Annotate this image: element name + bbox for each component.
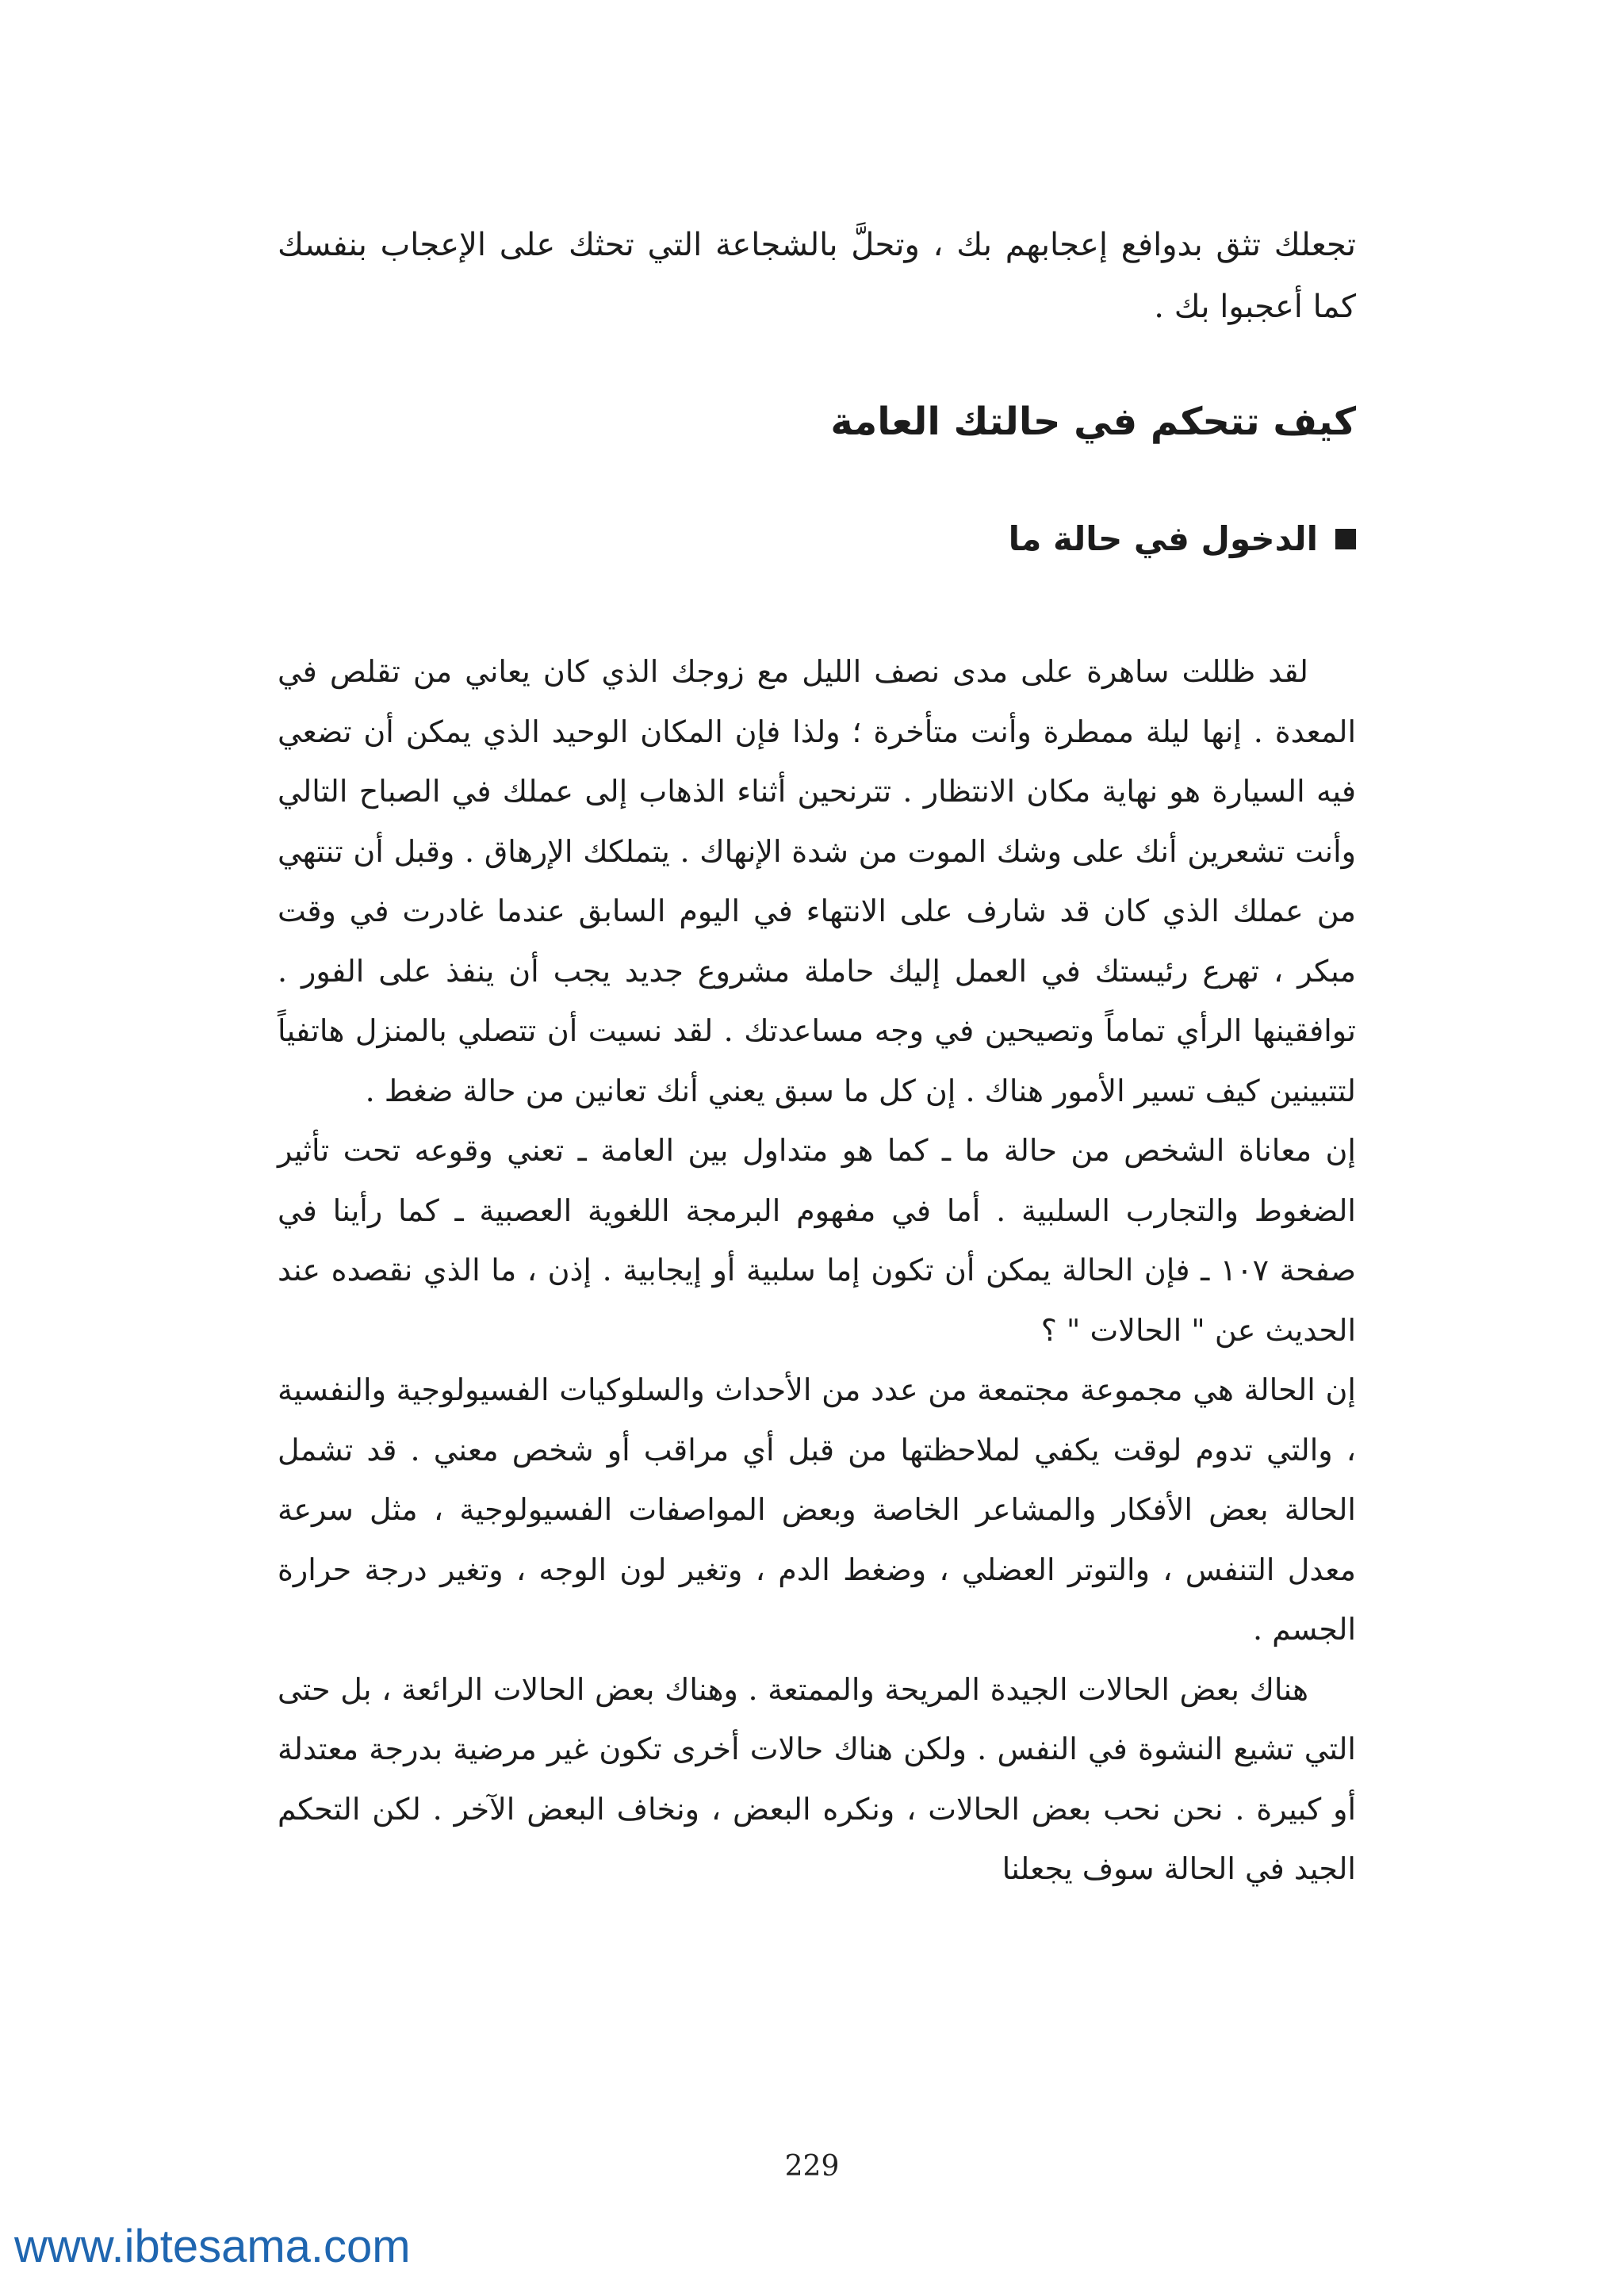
paragraph: هناك بعض الحالات الجيدة المريحة والممتعة . وهناك بعض الحالات الرائعة ، بل حتى التي تشيع النشوة في النفس . ولكن هناك حالات أخرى تكون غير مرضية بدرجة معتدلة أو كبيرة . نحن نحب بعض الحالات ، ونكره البعض ، ونخاف البعض الآخر . لكن التحكم الجيد في الحالة سوف يجعلنا (278, 1671, 1356, 1886)
intro-paragraph: تجعلك تثق بدوافع إعجابهم بك ، وتحلَّ بالشجاعة التي تحثك على الإعجاب بنفسك كما أعجبوا بك . (278, 227, 1356, 325)
paragraph: إن الحالة هي مجموعة مجتمعة من عدد من الأحداث والسلوكيات الفسيولوجية والنفسية ، والتي تدوم لوقت يكفي لملاحظتها من قبل أي مراقب أو شخص معني . قد تشمل الحالة بعض الأفكار والمشاعر الخاصة وبعض المواصفات الفسيولوجية ، مثل سرعة معدل التنفس ، والتوتر العضلي ، وضغط الدم ، وتغير لون الوجه ، وتغير درجة حرارة الجسم . (278, 1372, 1356, 1647)
subsection-heading (1009, 507, 1356, 571)
subsection-heading-text: الدخول في حالة ما (1008, 519, 1318, 558)
body-text (278, 642, 1356, 1900)
section-heading: كيف تتحكم في حالتك العامة (830, 400, 1356, 444)
watermark-link[interactable]: www.ibtesama.com (14, 2221, 411, 2272)
paragraph: لقد ظللت ساهرة على مدى نصف الليل مع زوجك الذي كان يعاني من تقلص في المعدة . إنها ليلة ممطرة وأنت متأخرة ؛ ولذا فإن المكان الوحيد الذي يمكن أن تضعي فيه السيارة هو نهاية مكان الانتظار . تترنحين أثناء الذهاب إلى عملك في الصباح التالي وأنت تشعرين أنك على وشك الموت من شدة الإنهاك . يتملكك الإرهاق . وقبل أن تنتهي من عملك الذي كان قد شارف على الانتهاء في اليوم السابق عندما غادرت في وقت مبكر ، تهرع رئيستك في العمل إليك حاملة مشروع جديد يجب أن ينفذ على الفور . توافقينها الرأي تماماً وتصيحين في وجه مساعدتك . لقد نسيت أن تتصلي بالمنزل هاتفياً لتتبينين كيف تسير الأمور هناك . إن كل ما سبق يعني أنك تعانين من حالة ضغط . (278, 654, 1356, 1108)
paragraph: إن معاناة الشخص من حالة ما ـ كما هو متداول بين العامة ـ تعني وقوعه تحت تأثير الضغوط والتجارب السلبية . أما في مفهوم البرمجة اللغوية العصبية ـ كما رأينا في صفحة ١٠٧ ـ فإن الحالة يمكن أن تكون إما سلبية أو إيجابية . إذن ، ما الذي نقصده عند الحديث عن " الحالات " ؟ (278, 1133, 1356, 1348)
page-number: 229 (784, 2150, 840, 2183)
square-bullet-icon (1335, 529, 1356, 549)
